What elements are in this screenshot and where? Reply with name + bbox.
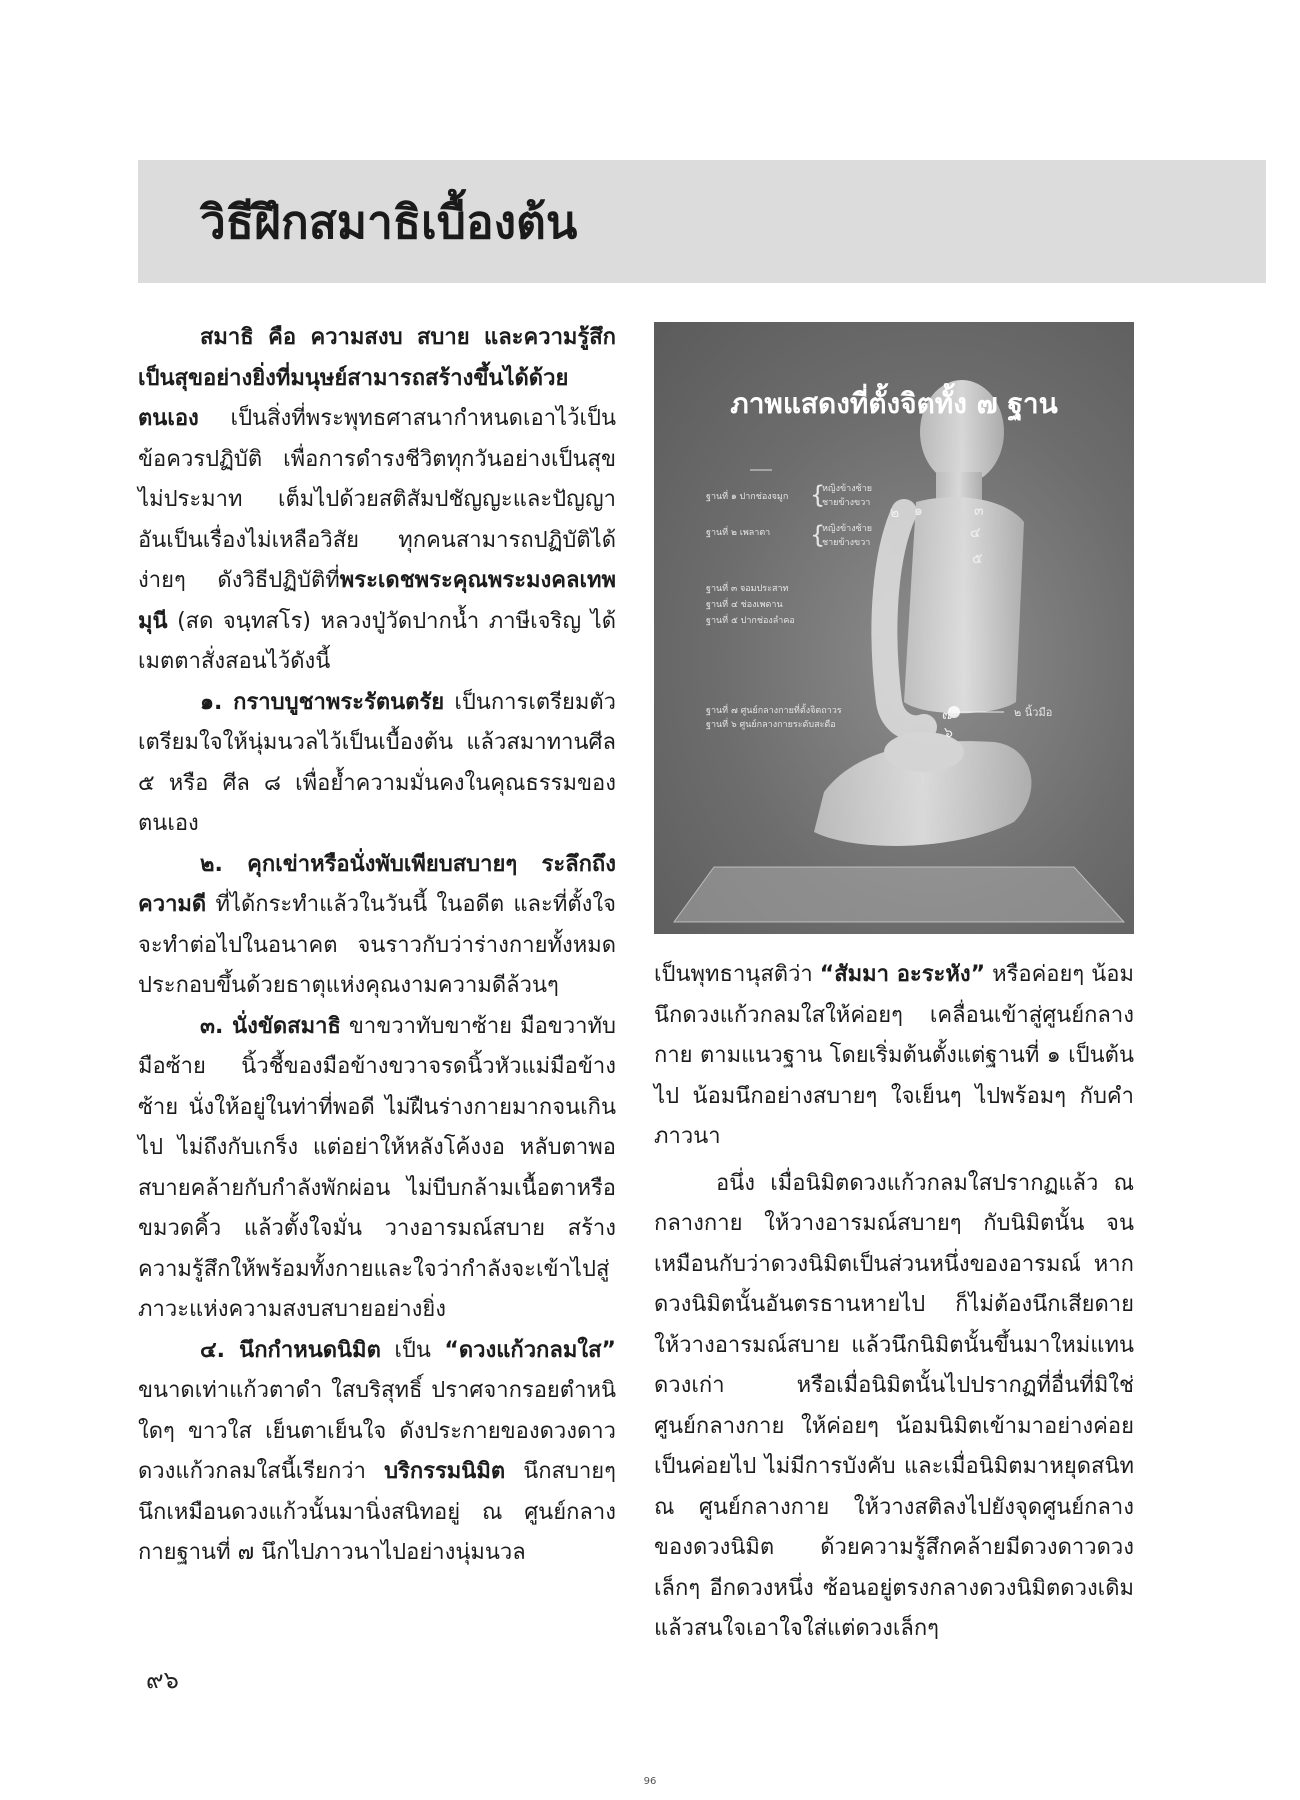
footer-page-number: 96 xyxy=(643,1776,657,1787)
step-3-heading: ๓. นั่งขัดสมาธิ xyxy=(200,1013,341,1039)
page-number: ๙๖ xyxy=(146,1666,179,1694)
base-number-6: ๖ xyxy=(944,725,953,741)
continuation-text: เป็นพุทธานุสติว่า xyxy=(654,962,820,987)
base-number-3: ๓ xyxy=(974,503,984,519)
intro-text: เป็นสิ่งที่พระพุทธศาสนากำหนดเอาไว้เป็นข้อควรปฏิบัติ เพื่อการดำรงชีวิตทุกวันอย่างเป็นสุข ไม่ประมาท เต็มไปด้วยสติสัมปชัญญะและปัญญา อันเป็นเรื่องไม่เหลือวิสัย ทุกคนสามารถปฏิบัติได้ง่ายๆ ดังวิธีปฏิบัติที่ xyxy=(138,406,616,593)
nimitta-paragraph: อนึ่ง เมื่อนิมิตดวงแก้วกลมใสปรากฏแล้ว ณ กลางกาย ให้วางอารมณ์สบายๆ กับนิมิตนั้น จนเหมือนกับว่าดวงนิมิตเป็นส่วนหนึ่งของอารมณ์ หากดวงนิมิตนั้นอันตรธานหายไป ก็ไม่ต้องนึกเสียดาย ให้วางอารมณ์สบาย แล้วนึกนิมิตนั้นขึ้นมาใหม่แทนดวงเก่า หรือเมื่อนิมิตนั้นไปปรากฏที่อื่นที่มิใช่ศูนย์กลางกาย ให้ค่อยๆ น้อมนิมิตเข้ามาอย่างค่อยเป็นค่อยไป ไม่มีการบังคับ และเมื่อนิมิตมาหยุดสนิท ณ ศูนย์กลางกาย ให้วางสติลงไปยังจุดศูนย์กลางของดวงนิมิต ด้วยความรู้สึกคล้ายมีดวงดาวดวงเล็กๆ อีกดวงหนึ่ง ซ้อนอยู่ตรงกลางดวงนิมิตดวงเดิม แล้วสนใจเอาใจใส่แต่ดวงเล็กๆ xyxy=(654,1170,1134,1641)
label-base-7: ฐานที่ ๗ ศูนย์กลางกายที่ตั้งจิตถาวร xyxy=(706,706,842,716)
intro-paragraph xyxy=(138,318,616,683)
base-number-5: ๕ xyxy=(972,551,983,567)
step-4-heading: ๔. นึกกำหนดนิมิต xyxy=(200,1337,381,1363)
label-base-2-female: หญิงข้างซ้าย xyxy=(822,524,873,534)
brace-base-2: { xyxy=(810,521,826,549)
intro-end-text: (สด จนฺทสโร) หลวงปู่วัดปากน้ำ ภาษีเจริญ ได้เมตตาสั่งสอนไว้ดังนี้ xyxy=(138,608,616,674)
figure-title: ภาพแสดงที่ตั้งจิตทั้ง ๗ ฐาน xyxy=(730,387,1058,420)
label-fingers: ๒ นิ้วมือ xyxy=(1014,706,1053,719)
seated-figure xyxy=(814,380,1031,846)
parikamma-term: บริกรรมนิมิต xyxy=(384,1459,506,1484)
base-number-2: ๒ xyxy=(890,505,900,521)
step-4-end-text: นึกสบายๆ นึกเหมือนดวงแก้วนั้นมานิ่งสนิทอยู่ ณ ศูนย์กลางกายฐานที่ ๗ นึกไปภาวนาไปอย่างนุ่มนวล xyxy=(138,1459,617,1565)
brace-base-1: { xyxy=(810,481,826,509)
label-base-2-male: ชายข้างขวา xyxy=(822,538,871,548)
title-band xyxy=(138,160,1266,283)
left-column xyxy=(138,318,616,1574)
step-1-heading: ๑. กราบบูชาพระรัตนตรัย xyxy=(200,689,445,715)
label-base-5: ฐานที่ ๕ ปากช่องลำคอ xyxy=(706,616,795,626)
floor-plate xyxy=(674,867,1124,922)
base-number-4: ๔ xyxy=(970,525,981,541)
step-3-paragraph xyxy=(138,1007,616,1331)
seven-bases-figure xyxy=(654,322,1134,934)
base-number-1: ๑ xyxy=(914,503,923,519)
step-4-connector: เป็น xyxy=(380,1337,445,1363)
step-2-text: ที่ได้กระทำแล้วในวันนี้ ในอดีต และที่ตั้งใจจะทำต่อไปในอนาคต จนราวกับว่าร่างกายทั้งหมดประกอบขึ้นด้วยธาตุแห่งคุณงามความดีล้วนๆ xyxy=(138,892,616,998)
crystal-ball-term: “ดวงแก้วกลมใส” xyxy=(444,1337,616,1363)
label-base-6: ฐานที่ ๖ ศูนย์กลางกายระดับสะดือ xyxy=(706,720,836,730)
base-number-7: ๗ xyxy=(942,707,953,723)
step-1-text: เป็นการเตรียมตัวเตรียมใจให้นุ่มนวลไว้เป็นเบื้องต้น แล้วสมาทานศีล ๕ หรือ ศีล ๘ เพื่อย้ำความมั่นคงในคุณธรรมของตนเอง xyxy=(138,689,616,836)
label-base-1: ฐานที่ ๑ ปากช่องจมูก xyxy=(706,492,789,502)
label-base-1-female: หญิงข้างซ้าย xyxy=(822,484,873,494)
step-2-heading: ๒. คุกเข่าหรือนั่งพับเพียบสบายๆ ระลึกถึงความดี xyxy=(138,851,616,917)
page-title: วิธีฝึกสมาธิเบื้องต้น xyxy=(200,195,578,249)
monk-name: พระเดชพระคุณพระมงคลเทพมุนี xyxy=(138,568,616,634)
label-base-4: ฐานที่ ๔ ช่องเพดาน xyxy=(706,600,783,610)
intro-bold-text: สมาธิ คือ ความสงบ สบาย และความรู้สึกเป็นสุขอย่างยิ่งที่มนุษย์สามารถสร้างขึ้นได้ด้วยตนเอง xyxy=(138,325,616,431)
step-3-text: ขาขวาทับขาซ้าย มือขวาทับมือซ้าย นิ้วชี้ของมือข้างขวาจรดนิ้วหัวแม่มือข้างซ้าย นั่งให้อยู่ในท่าที่พอดี ไม่ฝืนร่างกายมากจนเกินไป ไม่ถึงกับเกร็ง แต่อย่าให้หลังโค้งงอ หลับตาพอสบายคล้ายกับกำลังพักผ่อน ไม่บีบกล้ามเนื้อตาหรือขมวดคิ้ว แล้วตั้งใจมั่น วางอารมณ์สบาย สร้างความรู้สึกให้พร้อมทั้งกายและใจว่ากำลังจะเข้าไปสู่ภาวะแห่งความสงบสบายอย่างยิ่ง xyxy=(138,1013,616,1322)
continuation-rest-text: หรือค่อยๆ น้อมนึกดวงแก้วกลมใสให้ค่อยๆ เคลื่อนเข้าสู่ศูนย์กลางกาย ตามแนวฐาน โดยเริ่มต้นตั้งแต่ฐานที่ ๑ เป็นต้นไป น้อมนึกอย่างสบายๆ ใจเย็นๆ ไปพร้อมๆ กับคำภาวนา xyxy=(654,962,1134,1149)
step-4-text: ขนาดเท่าแก้วตาดำ ใสบริสุทธิ์ ปราศจากรอยตำหนิใดๆ ขาวใส เย็นตาเย็นใจ ดังประกายของดวงดาว ดวงแก้วกลมใสนี้เรียกว่า xyxy=(138,1378,616,1484)
right-column xyxy=(654,955,1134,1650)
label-base-2: ฐานที่ ๒ เพลาตา xyxy=(706,528,771,538)
label-base-3: ฐานที่ ๓ จอมประสาท xyxy=(706,584,789,594)
step-4-paragraph xyxy=(138,1331,616,1574)
step-1-paragraph xyxy=(138,683,616,845)
continuation-paragraph xyxy=(654,955,1134,1158)
samma-araham-term: “สัมมา อะระหัง” xyxy=(819,962,986,987)
step-2-paragraph xyxy=(138,845,616,1007)
label-base-1-male: ชายข้างขวา xyxy=(822,498,871,508)
